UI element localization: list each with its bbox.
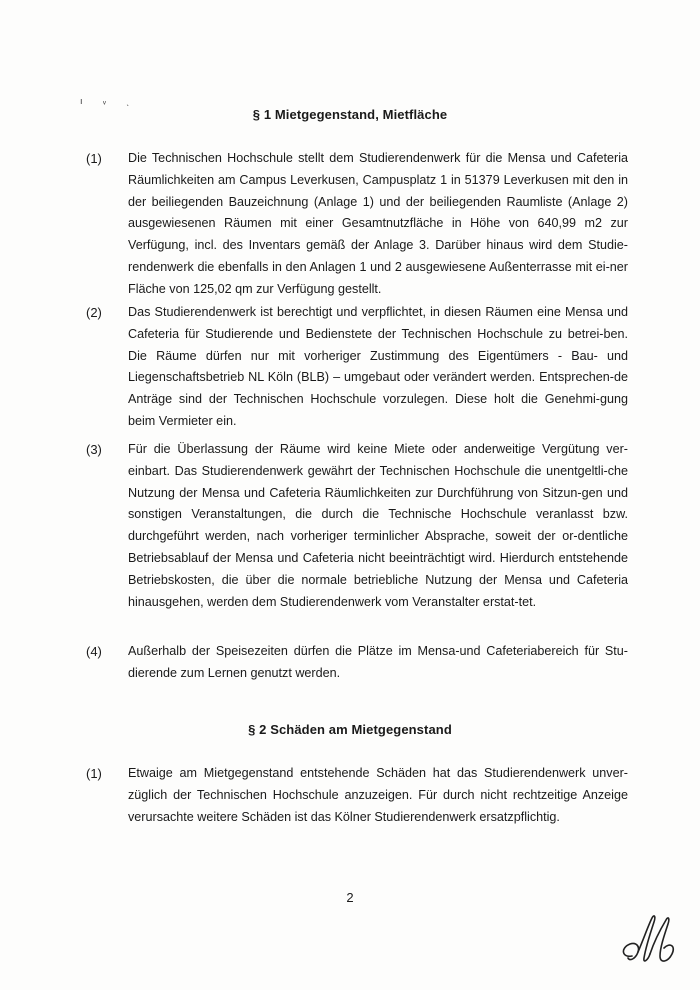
- paragraph-text: Etwaige am Mietgegenstand entstehende Schäden hat das Studierendenwerk unver-züglich der Technischen Hochschule anzuzeigen. Für durch nicht rechtzeitige Anzeige verursachte weitere Schäden ist das Kölner Studierendenwerk ersatzpflichtig.: [128, 766, 628, 824]
- section-2-heading: § 2 Schäden am Mietgegenstand: [248, 722, 452, 737]
- paragraph-number: (1): [86, 151, 102, 166]
- paragraph-text: Die Technischen Hochschule stellt dem Studierendenwerk für die Mensa und Cafeteria Räumlichkeiten am Campus Leverkusen, Campusplatz 1 in 51379 Leverkusen mit den in der beiliegenden Bauzeichnung (Anlage 1) und der beiliegenden Raumliste (Anlage 2) ausgewiesenen Räumen mit einer Gesamtnutzfläche in Höhe von 640,99 m2 zur Verfügung, incl. des Inventars gemäß der Anlage 3. Darüber hinaus wird dem Studie-rendenwerk die ebenfalls in den Anlagen 1 und 2 ausgewiesene Außenterrasse mit ei-ner Fläche von 125,02 qm zur Verfügung gestellt.: [128, 151, 628, 296]
- paragraph-number: (3): [86, 442, 102, 457]
- scan-marks: ı ᵥ ˎ: [80, 96, 139, 106]
- handwritten-initials: [618, 912, 682, 968]
- section-1-paragraph-3: [86, 439, 626, 613]
- paragraph-number: (2): [86, 305, 102, 320]
- section-1-paragraph-1: [86, 148, 626, 301]
- page-number: 2: [346, 890, 354, 905]
- paragraph-text: Für die Überlassung der Räume wird keine Miete oder anderweitige Vergütung ver-einbart. Das Studierendenwerk gewährt der Technischen Hochschule die unentgeltli-che Nutzung der Mensa und Cafeteria Räumlichkeiten zur Durchführung von Sitzun-gen und sonstigen Veranstaltungen, die durch die Technische Hochschule veranlasst bzw. durchgeführt werden, nach vorheriger terminlicher Absprache, soweit der or-dentliche Betriebsablauf der Mensa und Cafeteria nicht beeinträchtigt wird. Hierdurch entstehende Betriebskosten, die über die normale betriebliche Nutzung der Mensa und Cafeteria hinausgehen, werden dem Studierendenwerk vom Veranstalter erstat-tet.: [128, 442, 628, 609]
- paragraph-text: Außerhalb der Speisezeiten dürfen die Plätze im Mensa-und Cafeteriabereich für Stu-dierende zum Lernen genutzt werden.: [128, 644, 628, 680]
- paragraph-text: Das Studierendenwerk ist berechtigt und verpflichtet, in diesen Räumen eine Mensa und Cafeteria für Studierende und Bedienstete der Technischen Hochschule zu betrei-ben. Die Räume dürfen nur mit vorheriger Zustimmung des Eigentümers - Bau- und Liegenschaftsbetrieb NL Köln (BLB) – umgebaut oder verändert werden. Entsprechen-de Anträge sind der Technischen Hochschule vorzulegen. Diese holt die Genehmi-gung beim Vermieter ein.: [128, 305, 628, 428]
- paragraph-number: (4): [86, 644, 102, 659]
- section-1-paragraph-2: [86, 302, 626, 433]
- paragraph-number: (1): [86, 766, 102, 781]
- section-1-heading: § 1 Mietgegenstand, Mietfläche: [252, 107, 448, 122]
- section-1-paragraph-4: [86, 641, 626, 685]
- section-2-paragraph-1: [86, 763, 626, 828]
